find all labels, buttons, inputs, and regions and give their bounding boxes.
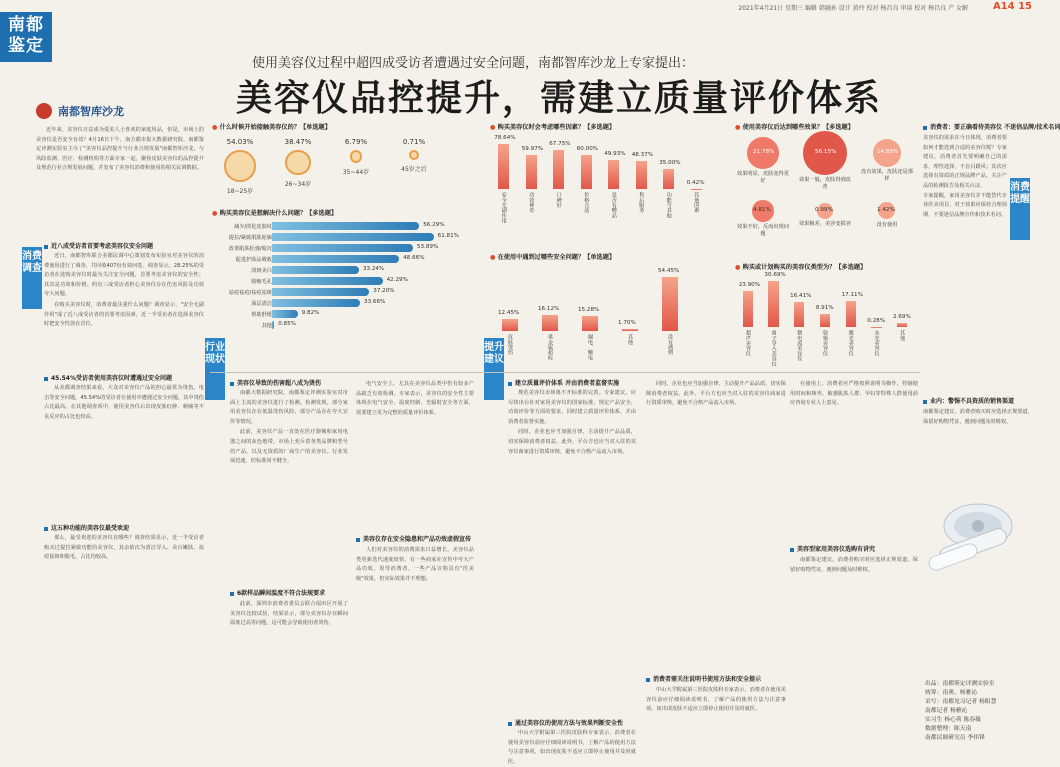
data-label: 48.37%	[631, 152, 654, 159]
bar	[272, 321, 274, 329]
tick-label: 效果不好，反而出现问题	[737, 223, 789, 237]
page-number: A14 15	[992, 1, 1032, 12]
column-text	[508, 389, 636, 715]
bar-row	[212, 254, 482, 265]
salon-logo-icon	[36, 103, 52, 119]
data-label: 6.79%	[344, 138, 368, 146]
column-text	[790, 556, 918, 742]
divider	[210, 372, 920, 373]
beauty-device-image	[918, 498, 1028, 584]
bar	[502, 319, 518, 331]
data-label: 0.28%	[867, 317, 886, 324]
data-label: 21.78%	[753, 149, 775, 155]
data-label: 33.24%	[362, 266, 385, 272]
credit-line: 采写：南都见习记者 杨阳慧	[925, 699, 997, 705]
data-label: 12.45%	[498, 309, 520, 316]
paragraph: 南都鉴定建议，消费者购买时应选择正规渠道，保留好购物凭证，遇到问题及时维权。	[790, 557, 918, 573]
masthead-line2: 鉴定	[8, 36, 44, 56]
data-label: 35.00%	[659, 159, 681, 166]
bar	[794, 302, 804, 327]
tick-label: 售后服务	[638, 192, 645, 213]
bar	[272, 255, 399, 263]
data-label: 56.29%	[423, 222, 445, 228]
data-label: 0.99%	[815, 207, 833, 213]
column-text	[356, 546, 474, 742]
credit-line: 南都记者 杨雅沁	[925, 708, 968, 714]
purpose-bars	[212, 221, 482, 331]
tick-label: 射频美容仪	[822, 330, 828, 356]
paragraph: 那么，最受欢迎的美容仪有哪些？调查结果显示，近一半受访者购买过提拉紧致功能的美容仪，其余依次为清洁导入、美白嫩肤、祛痘祛斑和脱毛，占比均较高。	[44, 535, 204, 561]
data-label: 42.29%	[386, 277, 408, 283]
bar	[272, 310, 298, 318]
data-label: 16.12%	[538, 305, 560, 312]
tick-label: 收缩毛孔	[251, 279, 272, 285]
sidebar-text	[923, 134, 1007, 392]
data-label: 30.69%	[764, 271, 786, 278]
credit-line: 数据整理：陈天南	[925, 726, 972, 732]
tick-label: 促进护肤品吸收	[235, 257, 272, 263]
section-heading: 美容仪导致的伤害超八成为烫伤	[230, 378, 321, 387]
bar-row	[212, 243, 482, 254]
bar	[743, 291, 753, 327]
column-text	[44, 384, 204, 520]
tick-label: 皮肤烫伤	[507, 334, 513, 355]
age-marker	[350, 150, 363, 163]
data-label: 61.81%	[437, 233, 459, 239]
factor-bars	[490, 131, 730, 229]
safety-chart	[490, 252, 730, 358]
effect-chart	[735, 122, 920, 260]
tick-label: 帮助舒缓	[251, 312, 272, 318]
data-label: 1.70%	[618, 320, 636, 327]
bar	[272, 244, 413, 252]
intro-paragraph: 近年来，美容仪日益成为爱美人士喜欢的家庭用品，但是，市场上的美容仪是否安全有效？4月16日下午，南方都市报大数据研究院、南都鉴定评测实验室主办了"美容仪品控提升与行业合规发展"南都智库沙龙，与风险监测、医疗、检测机构等方面专家一起，聚焦皮肤美容仪的品控提升及规范行业合规发展问题，并发布了美容仪消费和使用的相关民调数据。	[36, 127, 204, 172]
tick-label: 其他	[261, 323, 272, 329]
data-label: 78.64%	[494, 134, 516, 141]
section-heading: 消费者需关注说明书使用方法和安全提示	[646, 674, 761, 683]
paragraph: 南都鉴定建议，消费者购买时应选择正规渠道，保留好购物凭证，遇到问题及时维权。	[923, 409, 1033, 425]
purpose-chart	[212, 208, 482, 368]
section-heading: 建立质量评价体系 并由消费者监督实施	[508, 378, 619, 387]
data-label: 38.47%	[284, 138, 312, 146]
tick-label: 提拉/紧致肌肤轮廓	[228, 235, 272, 241]
data-label: 1.42%	[877, 207, 895, 213]
bar-row	[212, 221, 482, 232]
tick-label: 功能与其他	[665, 192, 672, 218]
bar-row	[212, 309, 482, 320]
data-label: 59.97%	[521, 145, 544, 152]
chart-title: ● 购买美容仪时会考虑哪些因素？【多选题】	[490, 122, 730, 131]
tick-label: 没有效果，皮肤还是那样	[861, 169, 913, 183]
credits	[925, 680, 996, 743]
paragraph: 在使用上，消费者应严格按照说明书操作，控制使用时间和频率。敏感肌肤人群、孕妇等特殊人群使用前应咨询专业人士意见。	[790, 381, 918, 407]
data-label: 2.69%	[893, 313, 911, 320]
tick-label: 安全无副作用	[500, 192, 507, 224]
tick-label: 26~34岁	[284, 181, 312, 189]
age-marker	[224, 150, 256, 182]
chart-title: ● 在使用中遇到过哪些安全问题？【单选题】	[490, 252, 730, 261]
chart-title: ● 购买或计划购买的美容仪类型为？【多选题】	[735, 262, 920, 271]
data-label: 54.03%	[226, 138, 254, 146]
column-text	[356, 380, 474, 530]
chart-title: ● 什么时候开始接触美容仪的？【单选题】	[212, 122, 482, 131]
bar	[662, 277, 678, 331]
tick-label: 祛痘祛痘/祛痘祛斑	[228, 290, 272, 296]
tick-label: 其他	[899, 330, 906, 341]
paragraph: 同时，企业也应当加强自律，主动提升产品品质，切实保障消费者权益。此外，平台方也应当对入驻的美容仪商家进行资质审核，避免不合格产品流入市场。	[646, 381, 786, 407]
data-label: 67.75%	[549, 141, 571, 148]
tick-label: 超声美容仪	[744, 330, 751, 356]
bar	[846, 301, 856, 327]
intro-text	[36, 126, 204, 236]
bar-row	[212, 287, 482, 298]
bar-row	[212, 232, 482, 243]
bar	[871, 327, 881, 328]
paragraph: 同时，企业也应当加强自律，主动提升产品品质，切实保障消费者权益。此外，平台方也应当对入驻的美容仪商家进行资质审核，避免不合格产品流入市场。	[508, 429, 636, 455]
issue-info: 2021年4月21日 星期三 编辑 韩融孙 设计 黄玲 校对 杨昌良 审读 校对 杨昌良 产 女解	[738, 5, 968, 12]
paragraph: 从美都调查结果来看，大众对美容仪产品的担心最常为烫伤、电击等安全问题，45.54%的受访者在使用中遭遇过安全问题，其中烫伤占比最高。在其他调查项中，使用美容仪后出现皮肤红肿、刺痛等不良反应的占比也较高。	[44, 385, 204, 420]
tick-label: 是否有赠品	[610, 192, 617, 218]
data-label: 48.66%	[403, 255, 425, 261]
bar	[622, 329, 638, 331]
bar	[272, 233, 434, 241]
bar	[542, 315, 558, 331]
section-heading: 这五种功能的美容仪最受欢迎	[44, 523, 129, 532]
bar	[897, 323, 907, 327]
age-chart	[212, 122, 482, 212]
tick-label: 重金属超标	[547, 334, 553, 360]
bar	[526, 155, 537, 189]
tab-consumer-survey: 消费调查	[22, 247, 42, 309]
chart-title: ● 使用美容仪后达到哪些效果？【多选题】	[735, 122, 920, 131]
paragraph: 近日，南都智库联合美都民调中心策划发布实验室对美容仪的消费使用进行了调查，共回收407份有效问卷。调查显示，28.25%的受访者在选购美容仪时最为关注安全问题，首要考虑美容仪的安全性；其次是功效和价格。约有三成受访者担心美容仪存在伤害风险及功效夸大问题。	[44, 253, 204, 298]
age-item	[220, 138, 260, 195]
credit-line: 实习生 杨心荷 陈春薇	[925, 717, 981, 723]
tick-label: 微电流美容仪	[796, 330, 803, 362]
tick-label: 减少/淡化皮肤纹	[233, 224, 272, 230]
tick-label: 效果明显，皮肤变得更好	[737, 170, 789, 184]
sidebar-text	[923, 408, 1033, 498]
paragraph: 中山大学附属第三医院皮肤科专家表示，消费者在使用美容仪前应仔细阅读说明书，了解产品的使用方法与注意事项，如出现皮肤不适应立即停止使用并及时就医。	[508, 730, 636, 765]
column-text	[646, 380, 786, 670]
paragraph: 规范美容仪市场离不开标准的完善。专家建议，应尽快出台针对家用美容仪的国家标准，规定产品安全、功效评价等方面的要求，同时建立质量评价体系，并由消费者监督实施。	[508, 390, 636, 425]
bar	[636, 161, 647, 189]
tick-label: 淡斑美白	[251, 268, 272, 274]
bar	[768, 281, 778, 327]
data-label: 53.89%	[416, 244, 439, 250]
bar	[498, 144, 509, 189]
column-text	[508, 729, 636, 765]
tick-label: 功效神奇	[528, 192, 535, 213]
subtitle: 使用美容仪过程中超四成受访者遭遇过安全问题，南都智库沙龙上专家提出：	[252, 56, 695, 71]
data-label: 9.82%	[301, 310, 320, 316]
section-heading: 业内：警惕不具资质的销售渠道	[923, 396, 1014, 405]
age-marker	[285, 150, 310, 175]
chart-title: ● 购买美容仪是想解决什么问题？【多选题】	[212, 208, 482, 217]
age-chart-items	[220, 138, 482, 195]
column-text	[44, 534, 204, 742]
bar	[272, 266, 359, 274]
section-heading: 6款样品瞬间温度不符合法规要求	[230, 588, 325, 597]
bar	[691, 189, 702, 190]
data-label: 0.42%	[686, 179, 705, 186]
tab-tips: 消费提醒	[1010, 178, 1030, 240]
section-heading: 近八成受访者首要考虑美容仪安全问题	[44, 241, 153, 250]
credit-line: 南都民调研究员 李伟锋	[925, 735, 985, 741]
tick-label: 35~44岁	[342, 168, 370, 176]
column-text	[646, 686, 786, 746]
bar-row	[212, 320, 482, 331]
tick-label: 口碑好	[555, 192, 562, 208]
bar-row	[212, 298, 482, 309]
bar	[553, 150, 564, 189]
tick-label: 水光美容仪	[873, 330, 880, 356]
data-label: 15.28%	[578, 306, 600, 313]
section-heading: 美容仪存在安全隐患和产品功效虚假宣传	[356, 534, 471, 543]
paragraph: 电气安全上，尤其在美容仪品类中仍有较多产品缺乏有效检测。专家表示，美容仪的安全性主要体现在电气安全、温度控制、光辐射安全等方面，需要建立更为完整的质量评价体系。	[356, 381, 474, 416]
bar	[272, 288, 369, 296]
tab-industry-status: 行业现状	[205, 338, 225, 400]
paragraph: 专家提醒，家用美容仪并不能替代专业医美项目，对于效果应保持合理预期，不要迷信品牌宣传和技术名词。	[923, 192, 1007, 218]
type-bars	[735, 271, 920, 365]
age-item	[394, 138, 434, 195]
paragraph: 美容仪的需求在今日体现，消费者要如何才能选到合适的美容仪呢？专家建议，消费者首先要明确自己的需求，理性选择，不盲目跟风；其次应选择有资质的正规品牌产品，关注产品的检测报告及相关认证。	[923, 135, 1007, 189]
data-label: 0.85%	[278, 321, 296, 327]
data-label: 49.93%	[604, 151, 626, 158]
tick-label: 效果一般，皮肤得到改善	[799, 176, 851, 190]
tick-label: 价格合适	[583, 192, 590, 213]
paragraph: 中山大学附属第三医院皮肤科专家表示，消费者在使用美容仪前应仔细阅读说明书，了解产品的使用方法与注意事项，如出现皮肤不适应立即停止使用并及时就医。	[646, 687, 786, 713]
masthead-line1: 南都	[8, 15, 44, 35]
tick-label: 其他	[627, 334, 633, 345]
bar	[582, 316, 598, 331]
tab-advice: 提升建议	[484, 338, 504, 400]
section-heading: 通过美容仪的使用方法与效果判断安全性	[508, 718, 623, 727]
data-label: 0.71%	[402, 138, 426, 146]
tick-label: 激光美容仪	[847, 330, 854, 356]
age-item	[336, 138, 376, 195]
bar	[663, 169, 674, 189]
data-label: 17.11%	[841, 292, 863, 299]
column-text	[230, 389, 348, 585]
bar	[272, 222, 419, 230]
bar	[581, 155, 592, 190]
column-text	[790, 380, 918, 540]
section-heading: 消费者：要正确看待美容仪 不迷信品牌/技术名词	[923, 122, 1060, 131]
tick-label: 其他因素	[693, 192, 700, 213]
column-text	[230, 600, 348, 742]
age-marker	[409, 150, 419, 160]
data-label: 56.15%	[815, 149, 837, 155]
masthead	[0, 12, 52, 62]
credit-line: 统筹：南奥、杨雅沁	[925, 690, 978, 696]
factor-chart	[490, 122, 730, 232]
credit-line: 出品：南都鉴定评测实验室	[925, 681, 995, 687]
paragraph: 此前，美容仪产品一直处在医疗器械和家用电器之间的灰色地带，市场上充斥着各类品牌和型号的产品，以及无资质的厂商生产的美容仪。行业发展迅速，但标准尚不健全。	[230, 429, 348, 465]
salon-logo-text: 南都智库沙龙	[58, 105, 124, 118]
tick-label: 45岁之后	[401, 166, 427, 174]
bar-row	[212, 265, 482, 276]
data-label: 8.91%	[815, 304, 834, 311]
bar	[272, 277, 383, 285]
bar	[272, 299, 360, 307]
tick-label: 没有遇到	[667, 334, 673, 355]
tick-label: 改善肌肤松弛/暗沉	[228, 246, 272, 252]
bar-row	[212, 276, 482, 287]
tick-label: 没有使用	[876, 221, 898, 228]
data-label: 4.81%	[753, 207, 771, 213]
data-label: 54.45%	[658, 267, 680, 274]
paragraph: 此前，深圳市消费者委员会联合福田区开展了美容仪比较试验，结果显示，部分美容仪存在瞬间温度过高等问题，这可能会导致使用者烫伤。	[230, 601, 348, 627]
section-heading: 美容型家用美容仪选购有讲究	[790, 544, 875, 553]
bar	[608, 160, 619, 189]
bar	[820, 314, 830, 327]
paragraph: 人们对美容仪的消费需求日益增长，美容仪品类更新迭代速度较快，有一些商家在宣传中夸大产品功效，误导消费者。一些产品宣称具有"医美级"效果，但实际效果并不理想。	[356, 547, 474, 582]
data-label: 23.90%	[738, 282, 761, 289]
column-text	[44, 252, 204, 370]
age-item	[278, 138, 318, 195]
tick-label: 效果极差，美容变损容	[799, 221, 851, 228]
paragraph: 南都大数据研究院、南都鉴定评测实验室对市面上主流的美容仪进行了检测。检测发现，部分家用美容仪存在低温烫伤风险，部分产品存在夸大宣传等情况。	[230, 390, 348, 425]
data-label: 14.85%	[877, 149, 899, 155]
data-label: 16.41%	[790, 293, 812, 300]
tick-label: 18~25岁	[226, 187, 254, 195]
tick-label: 漏电、触电	[587, 334, 593, 360]
headline: 美容仪品控提升，需建立质量评价体系	[236, 78, 883, 119]
paragraph: 在购买美容仪时，消费者最注重什么问题？调查显示，"安全无副作用"成了近八成受访者的首要考虑因素，近一半受访者在选择美容仪时把安全性放在首位。	[44, 301, 204, 328]
data-label: 37.20%	[373, 288, 395, 294]
type-chart	[735, 262, 920, 368]
page-header-bar	[0, 0, 1038, 14]
tick-label: 深层清洁	[251, 301, 272, 307]
salon-logo	[36, 103, 124, 119]
data-label: 33.66%	[364, 299, 386, 305]
effect-bubbles	[735, 131, 920, 257]
section-heading: 45.54%受访者使用美容仪时遭遇过安全问题	[44, 373, 172, 382]
data-label: 60.00%	[576, 145, 599, 152]
tick-label: 离子导入美容仪	[770, 330, 777, 367]
